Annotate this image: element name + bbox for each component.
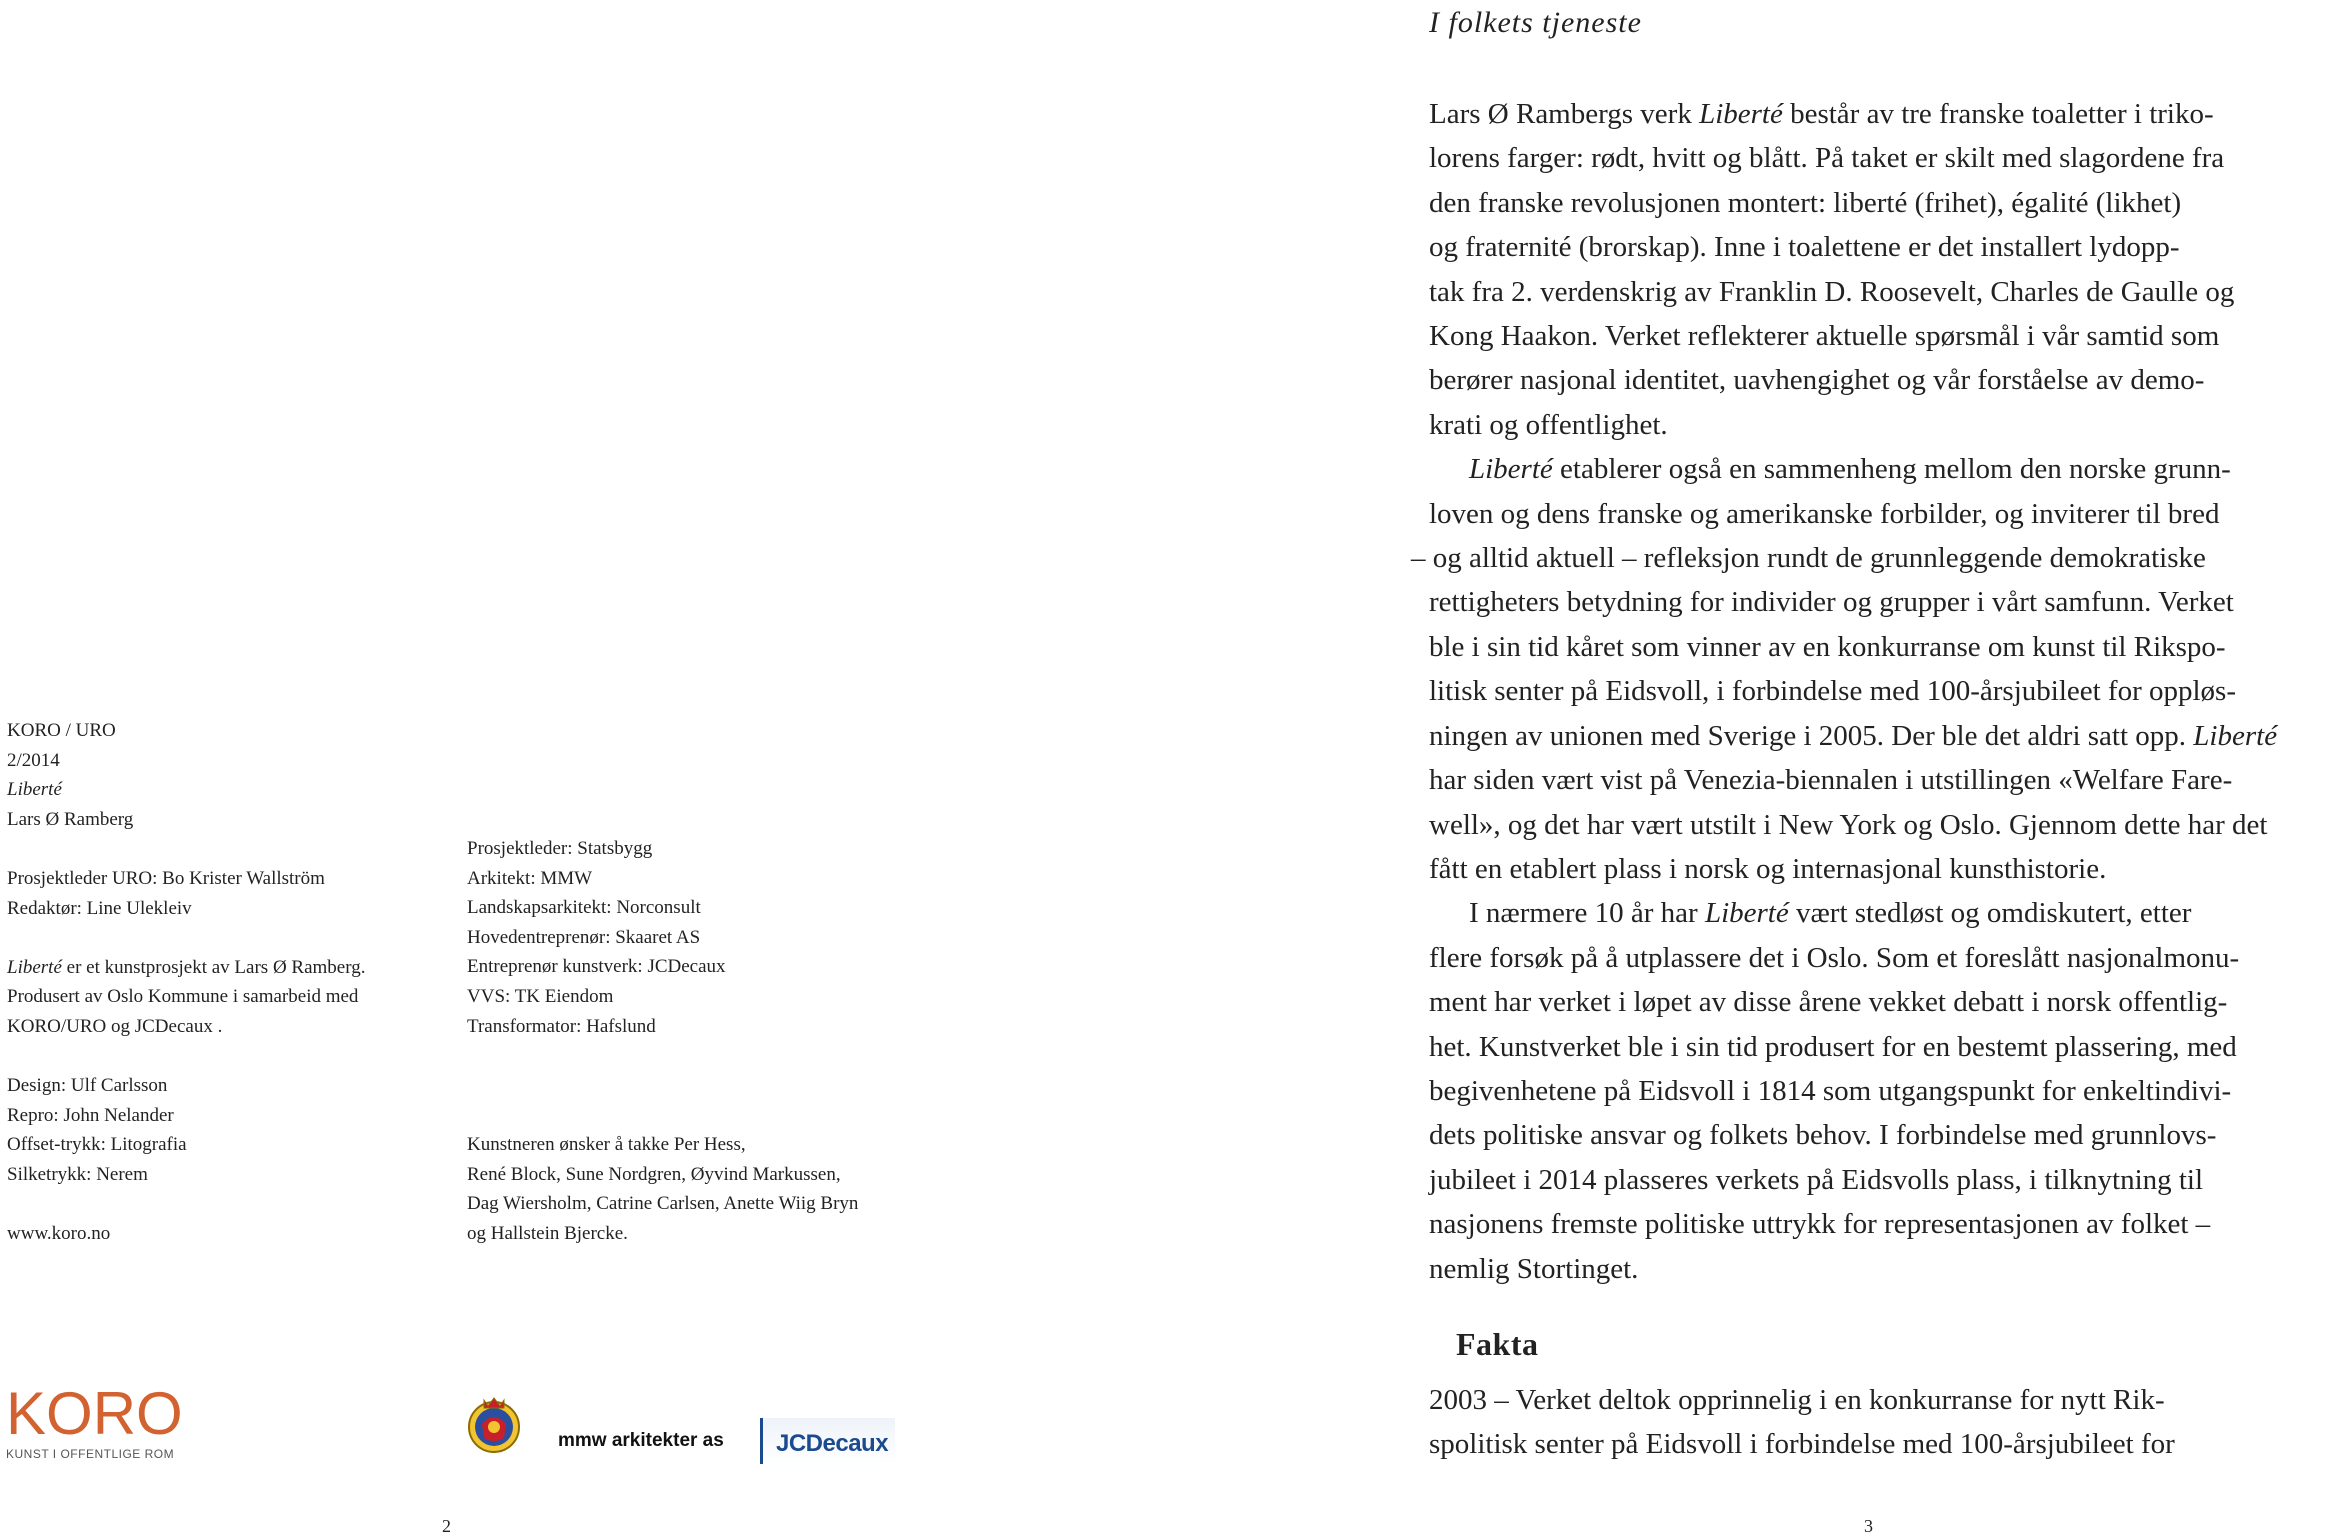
credit-line: Hovedentreprenør: Skaaret AS [467,926,701,948]
body-line: lorens farger: rødt, hvitt og blått. På taket er skilt med slagordene fra [1429,142,2225,175]
work-title-italic: Liberté [2193,719,2278,752]
colophon-offset: Offset-trykk: Litografia [7,1134,187,1156]
body-line: og fraternité (brorskap). Inne i toalettene er det installert lydopp- [1429,231,2180,264]
thanks-line: Kunstneren ønsker å takke Per Hess, [467,1133,746,1155]
fakta-heading: Fakta [1456,1326,1539,1362]
page-number-left: 2 [442,1516,451,1536]
colophon-issue: 2/2014 [7,749,60,771]
colophon-org: KORO / URO [7,720,116,741]
body-line: Lars Ø Rambergs verk Liberté består av tre franske toaletter i triko- [1429,98,2214,130]
body-line: flere forsøk på å utplassere det i Oslo. Som et foreslått nasjonalmonu- [1429,941,2240,974]
body-line: Kong Haakon. Verket reflekterer aktuelle spørsmål i vår samtid som [1429,320,2220,353]
colophon-about-title: Liberté [7,956,62,978]
body-line: berører nasjonal identitet, uavhengighet og vår forståelse av demo- [1429,364,2205,397]
jcdecaux-logo-text: JCDecaux [776,1430,889,1457]
body-line: nemlig Stortinget. [1429,1252,1639,1285]
colophon-work-title: Liberté [7,779,62,801]
colophon-about-line3: KORO/URO og JCDecaux . [7,1015,223,1037]
colophon-about-line2: Produsert av Oslo Kommune i samarbeid med [7,986,359,1008]
body-line: krati og offentlighet. [1429,408,1668,441]
body-line: jubileet i 2014 plasseres verkets på Eidsvolls plass, i tilknytning til [1429,1163,2204,1196]
colophon-design: Design: Ulf Carlsson [7,1075,168,1097]
jcdecaux-logo [760,1418,895,1464]
body-line: I nærmere 10 år har Liberté vært stedløst og omdiskutert, etter [1469,897,2192,930]
body-line: Liberté etablerer også en sammenheng mellom den norske grunn- [1469,453,2231,486]
credit-line: VVS: TK Eiendom [467,985,614,1007]
colophon-website: www.koro.no [7,1223,111,1245]
work-title-italic: Liberté [1704,897,1789,930]
colophon-project-lead: Prosjektleder URO: Bo Krister Wallström [7,867,325,889]
paragraph-2 [1411,447,2319,891]
koro-logo-subtitle: KUNST I OFFENTLIGE ROM [6,1447,175,1461]
running-head: I folkets tjeneste [1429,6,1642,39]
body-line: tak fra 2. verdenskrig av Franklin D. Roosevelt, Charles de Gaulle og [1429,275,2235,308]
body-line: rettigheters betydning for individer og grupper i vårt samfunn. Verket [1429,586,2234,619]
thanks-line: René Block, Sune Nordgren, Øyvind Markussen, [467,1163,841,1185]
credit-line: Landskapsarkitekt: Norconsult [467,897,701,919]
credits [467,834,907,1248]
colophon-about-line1: Liberté er et kunstprosjekt av Lars Ø Ramberg. [7,956,366,978]
work-title-italic: Liberté [1699,98,1783,130]
page-number-right: 3 [1864,1516,1873,1536]
colophon-repro: Repro: John Nelander [7,1104,174,1126]
body-line: fått en etablert plass i norsk og internasjonal kunsthistorie. [1429,852,2107,885]
paragraph-1 [1429,92,2319,447]
colophon [7,716,427,1249]
koro-logo-word: KORO [6,1380,183,1447]
body-line: den franske revolusjonen montert: liberté (frihet), égalité (likhet) [1429,186,2182,219]
body-line: litisk senter på Eidsvoll, i forbindelse med 100-årsjubileet for oppløs- [1429,675,2237,708]
thanks-line: og Hallstein Bjercke. [467,1222,628,1244]
body-line: well», og det har vært utstilt i New York og Oslo. Gjennom dette har det [1429,808,2268,841]
body-line: nasjonens fremste politiske uttrykk for representasjonen av folket – [1429,1208,2211,1241]
mmw-logo: mmw arkitekter as [558,1430,724,1451]
body-line: – og alltid aktuell – refleksjon rundt de grunnleggende demokratiske [1411,542,2206,575]
body-line: ment har verket i løpet av disse årene vekket debatt i norsk offentlig- [1429,986,2228,1019]
body-line: dets politiske ansvar og folkets behov. I forbindelse med grunnlovs- [1429,1119,2217,1152]
paragraph-3 [1429,891,2319,1291]
colophon-silk: Silketrykk: Nerem [7,1163,148,1185]
body-line: ningen av unionen med Sverige i 2005. Der ble det aldri satt opp. Liberté [1429,719,2278,752]
body-line: begivenhetene på Eidsvoll i 1814 som utgangspunkt for enkeltindivi- [1429,1074,2232,1107]
credit-line: Transformator: Hafslund [467,1015,656,1037]
koro-logo [6,1380,183,1461]
oslo-coat-of-arms-icon [466,1394,522,1456]
fakta-line: 2003 – Verket deltok opprinnelig i en konkurranse for nytt Rik- [1429,1384,2165,1416]
fakta-line: spolitisk senter på Eidsvoll i forbindelse med 100-årsjubileet for [1429,1428,2175,1461]
thanks-line: Dag Wiersholm, Catrine Carlsen, Anette Wiig Bryn [467,1193,859,1215]
body-line: har siden vært vist på Venezia-biennalen i utstillingen «Welfare Fare- [1429,764,2233,797]
article-body [1411,92,2319,1291]
fakta-text [1429,1378,2319,1467]
credit-line: Entreprenør kunstverk: JCDecaux [467,956,726,978]
body-line: het. Kunstverket ble i sin tid produsert for en bestemt plassering, med [1429,1030,2237,1063]
work-title-italic: Liberté [1469,453,1553,486]
body-line: ble i sin tid kåret som vinner av en konkurranse om kunst til Rikspo- [1429,630,2226,663]
body-line: loven og dens franske og amerikanske forbilder, og inviterer til bred [1429,497,2220,530]
credit-line: Prosjektleder: Statsbygg [467,838,653,859]
colophon-editor: Redaktør: Line Ulekleiv [7,897,192,919]
colophon-artist: Lars Ø Ramberg [7,808,134,830]
credit-line: Arkitekt: MMW [467,867,593,889]
